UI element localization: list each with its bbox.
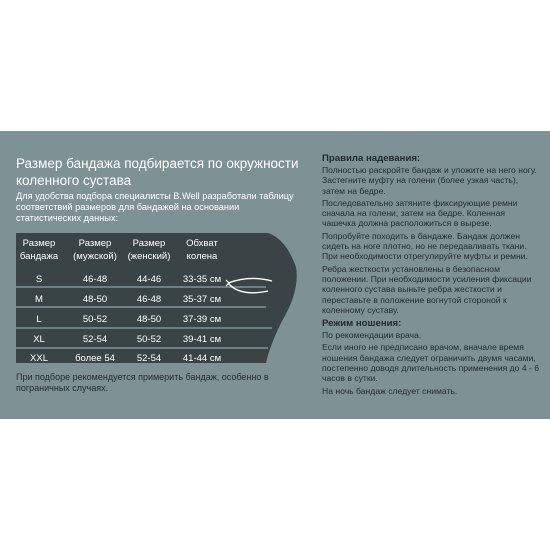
cell-size: XXL <box>30 353 48 364</box>
panel-title: Размер бандажа подбирается по окружности коленного сустава <box>16 156 299 188</box>
wearing-mode-heading: Режим ношения: <box>322 318 402 330</box>
cell-girth: 41-44 см <box>182 353 222 364</box>
cell-male: 50-52 <box>82 314 108 325</box>
col-female-header-2: (женский) <box>127 251 171 262</box>
cell-girth: 39-41 см <box>182 334 222 345</box>
mode-paragraph: По рекомендации врача. <box>322 330 422 341</box>
mode-paragraph: Если иного не предписано врачом, вначале время ношения бандажа следует ограничить двумя часами, постепенно доводя длительность применения до 4 - 6 часов в сутки. <box>322 342 540 384</box>
band-stripe <box>16 306 266 308</box>
wearing-rules-heading: Правила надевания: <box>322 153 421 164</box>
band-stripe <box>16 327 272 329</box>
cell-female: 46-48 <box>136 294 162 305</box>
col-girth-header-2: колена <box>186 251 218 262</box>
rule-paragraph: Попробуйте походить в бандаже. Бандаж должен сидеть на ноге плотно, но не передавливать ткани. При необходимости отрегулируйте муфты и ремни. <box>322 230 528 262</box>
cell-female: 48-50 <box>136 314 162 325</box>
cell-male: 46-48 <box>82 274 108 285</box>
instructions-column <box>322 153 540 398</box>
size-chart-panel <box>0 131 550 419</box>
cell-girth: 37-39 см <box>182 314 222 325</box>
cell-female: 52-54 <box>136 353 162 364</box>
col-size-header-2: бандажа <box>19 251 59 262</box>
cell-size: S <box>35 274 43 285</box>
rule-paragraph: Полностью раскройте бандаж и уложите на него ногу. Застегните муфту на голени (более узкая часть), затем на бедре. <box>322 165 537 196</box>
col-size-header: Размер <box>22 238 56 249</box>
col-girth-header: Обхват <box>186 238 218 249</box>
cell-size: M <box>35 294 43 305</box>
col-female-header: Размер <box>132 238 166 249</box>
table-row <box>14 313 274 326</box>
table-row <box>14 352 274 365</box>
band-stripe <box>16 347 268 349</box>
cell-size: L <box>36 314 42 325</box>
table-row <box>14 293 274 306</box>
rule-paragraph: Ребра жесткости установлены в безопасном положении. При необходимости усиления фиксации коленного сустава выньте ребра жесткости и переставьте в положение вогнутой стороной к коленному суставу. <box>322 263 532 315</box>
col-male-header-2: (мужской) <box>73 251 117 262</box>
cell-girth: 35-37 см <box>182 294 222 305</box>
cell-female: 44-46 <box>136 274 162 285</box>
table-header <box>14 237 274 265</box>
band-stripe <box>16 286 266 288</box>
fitting-note: При подборе рекомендуется примерить бандаж, особенно в пограничных случаях. <box>16 372 269 393</box>
table-row <box>14 273 274 286</box>
cell-male: более 54 <box>75 353 115 364</box>
intro-text: Для удобства подбора специалисты B.Well разработали таблицу соответствий размеров для бандажей на основании статистических данных: <box>16 191 294 223</box>
cell-size: XL <box>33 334 45 345</box>
cell-male: 48-50 <box>82 294 108 305</box>
mode-paragraph: На ночь бандаж следует снимать. <box>322 385 458 396</box>
col-male-header: Размер <box>78 238 112 249</box>
table-row <box>14 333 274 346</box>
cell-male: 52-54 <box>82 334 108 345</box>
cell-female: 50-52 <box>136 334 162 345</box>
cell-girth: 33-35 см <box>182 274 222 285</box>
rule-paragraph: Последовательно затяните фиксирующие ремни сначала на голени, затем на бедре. Коленная чашечка должна расположиться в вырезе. <box>322 197 518 229</box>
